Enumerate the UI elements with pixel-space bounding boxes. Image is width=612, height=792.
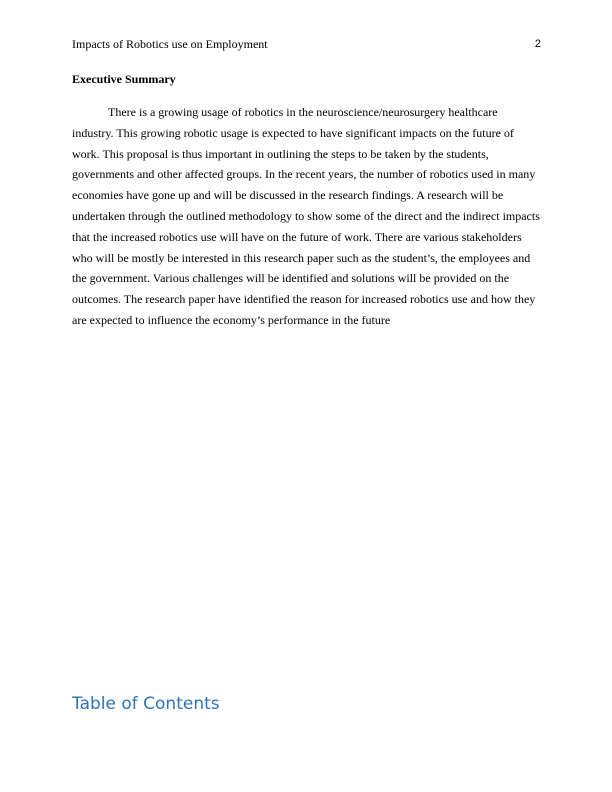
table-of-contents-heading: Table of Contents [72,694,220,714]
page-number: 2 [534,38,541,50]
executive-summary-paragraph: There is a growing usage of robotics in the neuroscience/neurosurgery healthcare industry. This growing robotic usage is expected to have significant impacts on the future of work. This proposal is thus important in outlining the steps to be taken by the students, governments and other affected groups. In the recent years, the number of robotics used in many economies have gone up and will be discussed in the research findings. A research will be undertaken through the outlined methodology to show some of the direct and the indirect impacts that the increased robotics use will have on the future of work. There are various stakeholders who will be mostly be interested in this research paper such as the student’s, the employees and the government. Various challenges will be identified and solutions will be provided on the outcomes. The research paper have identified the reason for increased robotics use and how they are expected to influence the economy’s performance in the future [72,105,540,327]
running-header-title: Impacts of Robotics use on Employment [72,37,268,51]
executive-summary-heading: Executive Summary [72,72,176,86]
